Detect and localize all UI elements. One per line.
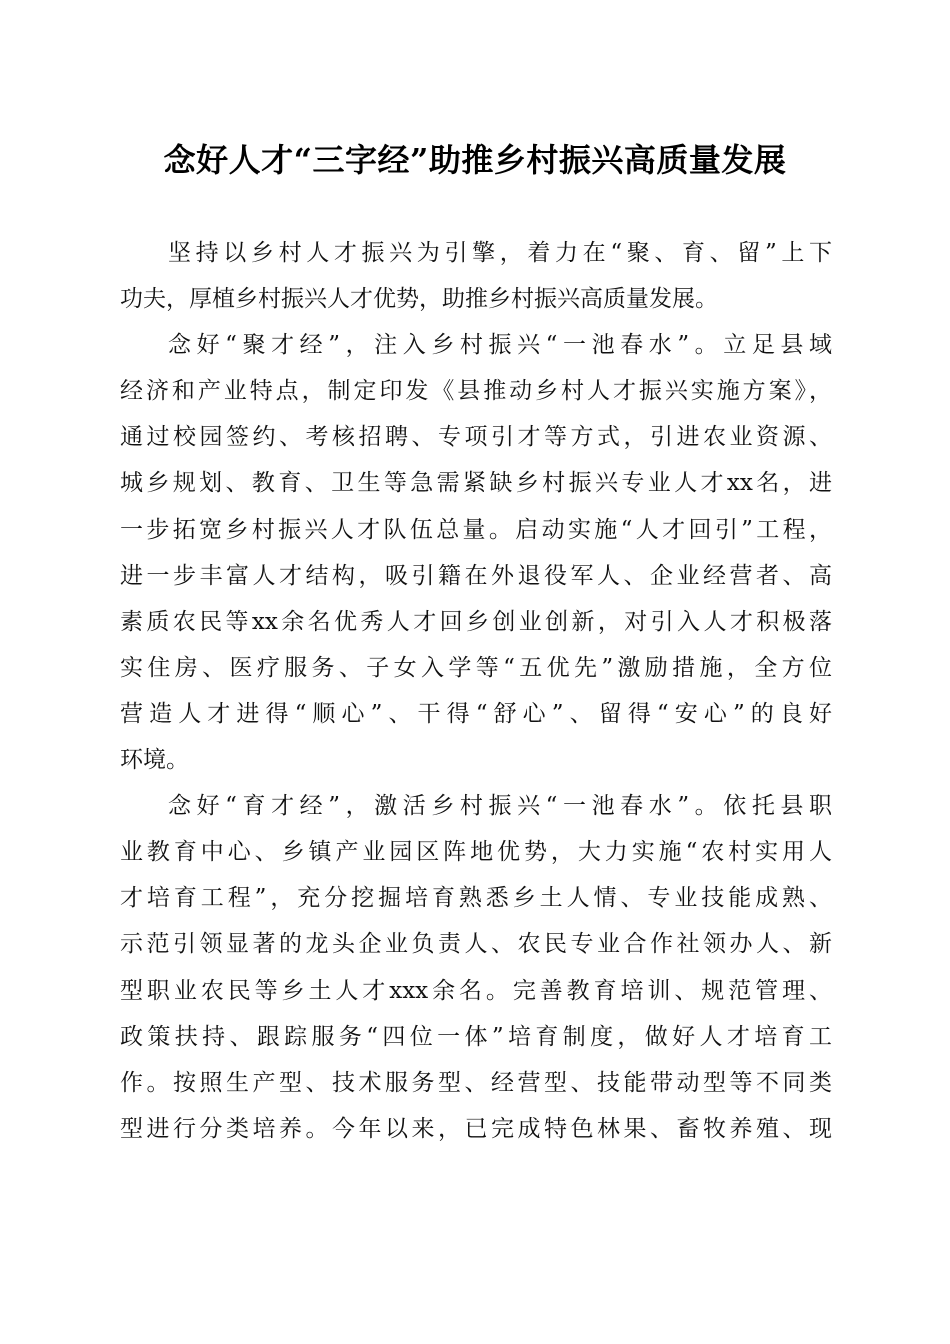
body-line: 才培育工程”，充分挖掘培育熟悉乡土人情、专业技能成熟、 — [120, 885, 832, 912]
body-line: 型进行分类培养。今年以来，已完成特色林果、畜牧养殖、现 — [120, 1115, 832, 1142]
body-line: 念好“聚才经”，注入乡村振兴“一池春水”。立足县域 — [168, 332, 832, 359]
body-line: 政策扶持、跟踪服务“四位一体”培育制度，做好人才培育工 — [120, 1023, 832, 1050]
body-line: 坚持以乡村人才振兴为引擎，着力在“聚、育、留”上下 — [168, 240, 832, 266]
body-line: 作。按照生产型、技术服务型、经营型、技能带动型等不同类 — [120, 1069, 832, 1096]
body-line: 营造人才进得“顺心”、干得“舒心”、留得“安心”的良好 — [120, 700, 832, 727]
body-line: 经济和产业特点，制定印发《县推动乡村人才振兴实施方案》， — [120, 378, 832, 405]
body-line: 念好“育才经”，激活乡村振兴“一池春水”。依托县职 — [168, 793, 832, 820]
body-line: 通过校园签约、考核招聘、专项引才等方式，引进农业资源、 — [120, 424, 832, 451]
body-line: 城乡规划、教育、卫生等急需紧缺乡村振兴专业人才xx名，进 — [120, 470, 832, 497]
body-line: 功夫，厚植乡村振兴人才优势，助推乡村振兴高质量发展。 — [120, 286, 718, 313]
body-line: 进一步丰富人才结构，吸引籍在外退役军人、企业经营者、高 — [120, 562, 832, 589]
document-title: 念好人才“三字经”助推乡村振兴高质量发展 — [163, 141, 787, 179]
body-line: 型职业农民等乡土人才xxx余名。完善教育培训、规范管理、 — [120, 977, 832, 1004]
body-line: 环境。 — [120, 747, 189, 774]
body-line: 示范引领显著的龙头企业负责人、农民专业合作社领办人、新 — [120, 931, 832, 958]
body-line: 业教育中心、乡镇产业园区阵地优势，大力实施“农村实用人 — [120, 839, 832, 866]
document-body — [120, 230, 832, 1152]
body-line: 一步拓宽乡村振兴人才队伍总量。启动实施“人才回引”工程， — [120, 516, 832, 543]
body-line: 实住房、医疗服务、子女入学等“五优先”激励措施，全方位 — [120, 654, 832, 681]
body-line: 素质农民等xx余名优秀人才回乡创业创新，对引入人才积极落 — [120, 608, 832, 635]
